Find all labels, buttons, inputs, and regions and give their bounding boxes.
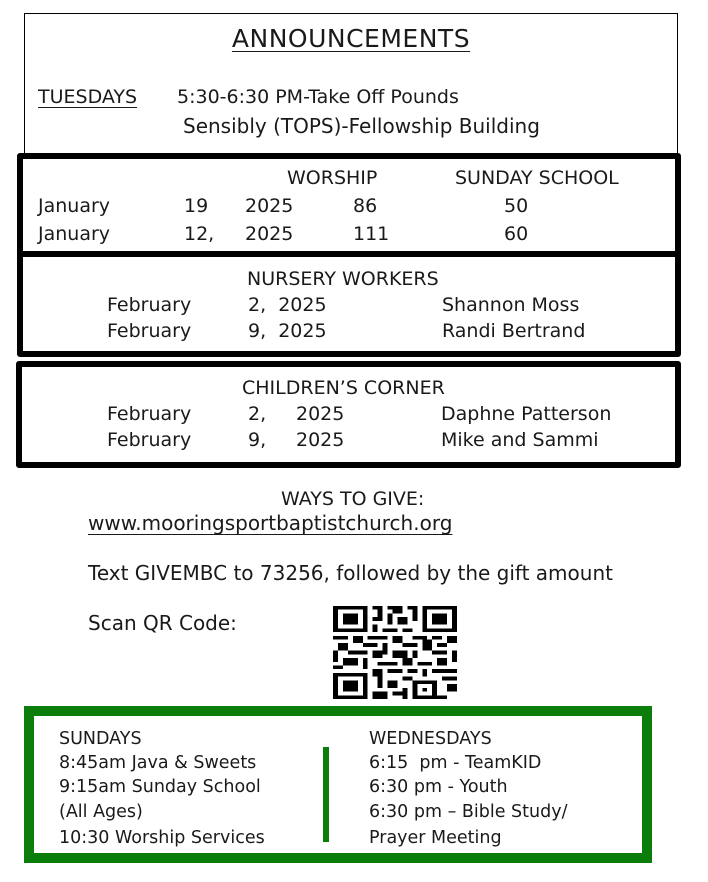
attendance-row-2-day: 12, bbox=[184, 223, 215, 245]
wednesdays-title: WEDNESDAYS bbox=[369, 729, 492, 749]
childrens-corner-box bbox=[16, 361, 681, 468]
sundays-item-3: (All Ages) bbox=[59, 802, 143, 822]
tuesdays-event-line2: Sensibly (TOPS)-Fellowship Building bbox=[183, 114, 540, 138]
nursery-row-2-month: February bbox=[107, 320, 192, 342]
ways-to-give-title: WAYS TO GIVE: bbox=[281, 488, 425, 510]
announcements-title-text: ANNOUNCEMENTS bbox=[231, 24, 471, 53]
childrens-row-1-month: February bbox=[107, 403, 192, 425]
attendance-row-1-sunday-school: 50 bbox=[504, 195, 529, 217]
childrens-row-2-year: 2025 bbox=[296, 429, 345, 451]
wednesdays-item-2: 6:30 pm - Youth bbox=[369, 777, 508, 797]
announcements-box bbox=[24, 13, 678, 156]
attendance-row-2-worship: 111 bbox=[353, 223, 390, 245]
attendance-row-2-month: January bbox=[38, 223, 111, 245]
nursery-row-2-name: Randi Bertrand bbox=[442, 320, 586, 342]
nursery-row-2-date: 9, 2025 bbox=[248, 320, 327, 342]
announcements-title bbox=[25, 24, 677, 53]
childrens-row-2-month: February bbox=[107, 429, 192, 451]
childrens-row-1-name: Daphne Patterson bbox=[441, 403, 612, 425]
nursery-title: NURSERY WORKERS bbox=[247, 268, 439, 290]
attendance-row-1-day: 19 bbox=[184, 195, 209, 217]
attendance-row-1-year: 2025 bbox=[245, 195, 294, 217]
childrens-row-2-name: Mike and Sammi bbox=[441, 429, 599, 451]
worship-header: WORSHIP bbox=[287, 167, 378, 189]
nursery-workers-box bbox=[17, 251, 681, 357]
text-to-give-instructions: Text GIVEMBC to 73256, followed by the gift amount bbox=[88, 561, 613, 585]
tuesdays-event-line1: 5:30-6:30 PM-Take Off Pounds bbox=[177, 86, 459, 108]
wednesdays-item-1: 6:15 pm - TeamKID bbox=[369, 753, 542, 773]
attendance-row-1-month: January bbox=[38, 195, 111, 217]
attendance-row-2-year: 2025 bbox=[245, 223, 294, 245]
attendance-box bbox=[17, 153, 681, 257]
nursery-row-1-date: 2, 2025 bbox=[248, 294, 327, 316]
nursery-row-1-name: Shannon Moss bbox=[442, 294, 580, 316]
wednesdays-item-4: Prayer Meeting bbox=[369, 828, 502, 848]
childrens-row-2-day: 9, bbox=[248, 429, 267, 451]
childrens-row-1-day: 2, bbox=[248, 403, 267, 425]
nursery-row-1-month: February bbox=[107, 294, 192, 316]
attendance-row-1-worship: 86 bbox=[353, 195, 378, 217]
church-website-link[interactable]: www.mooringsportbaptistchurch.org bbox=[88, 511, 453, 535]
service-times-box bbox=[24, 706, 652, 863]
childrens-row-1-year: 2025 bbox=[296, 403, 345, 425]
sundays-item-1: 8:45am Java & Sweets bbox=[59, 753, 257, 773]
childrens-corner-title: CHILDREN’S CORNER bbox=[242, 377, 445, 399]
sundays-item-4: 10:30 Worship Services bbox=[59, 828, 265, 848]
qr-code-icon[interactable] bbox=[333, 606, 457, 699]
service-divider bbox=[323, 747, 329, 842]
attendance-row-2-sunday-school: 60 bbox=[504, 223, 529, 245]
sundays-title: SUNDAYS bbox=[59, 729, 142, 749]
scan-qr-label: Scan QR Code: bbox=[88, 611, 237, 635]
sundays-item-2: 9:15am Sunday School bbox=[59, 777, 261, 797]
wednesdays-item-3: 6:30 pm – Bible Study/ bbox=[369, 802, 568, 822]
tuesdays-label: TUESDAYS bbox=[38, 86, 138, 108]
sunday-school-header: SUNDAY SCHOOL bbox=[455, 167, 619, 189]
